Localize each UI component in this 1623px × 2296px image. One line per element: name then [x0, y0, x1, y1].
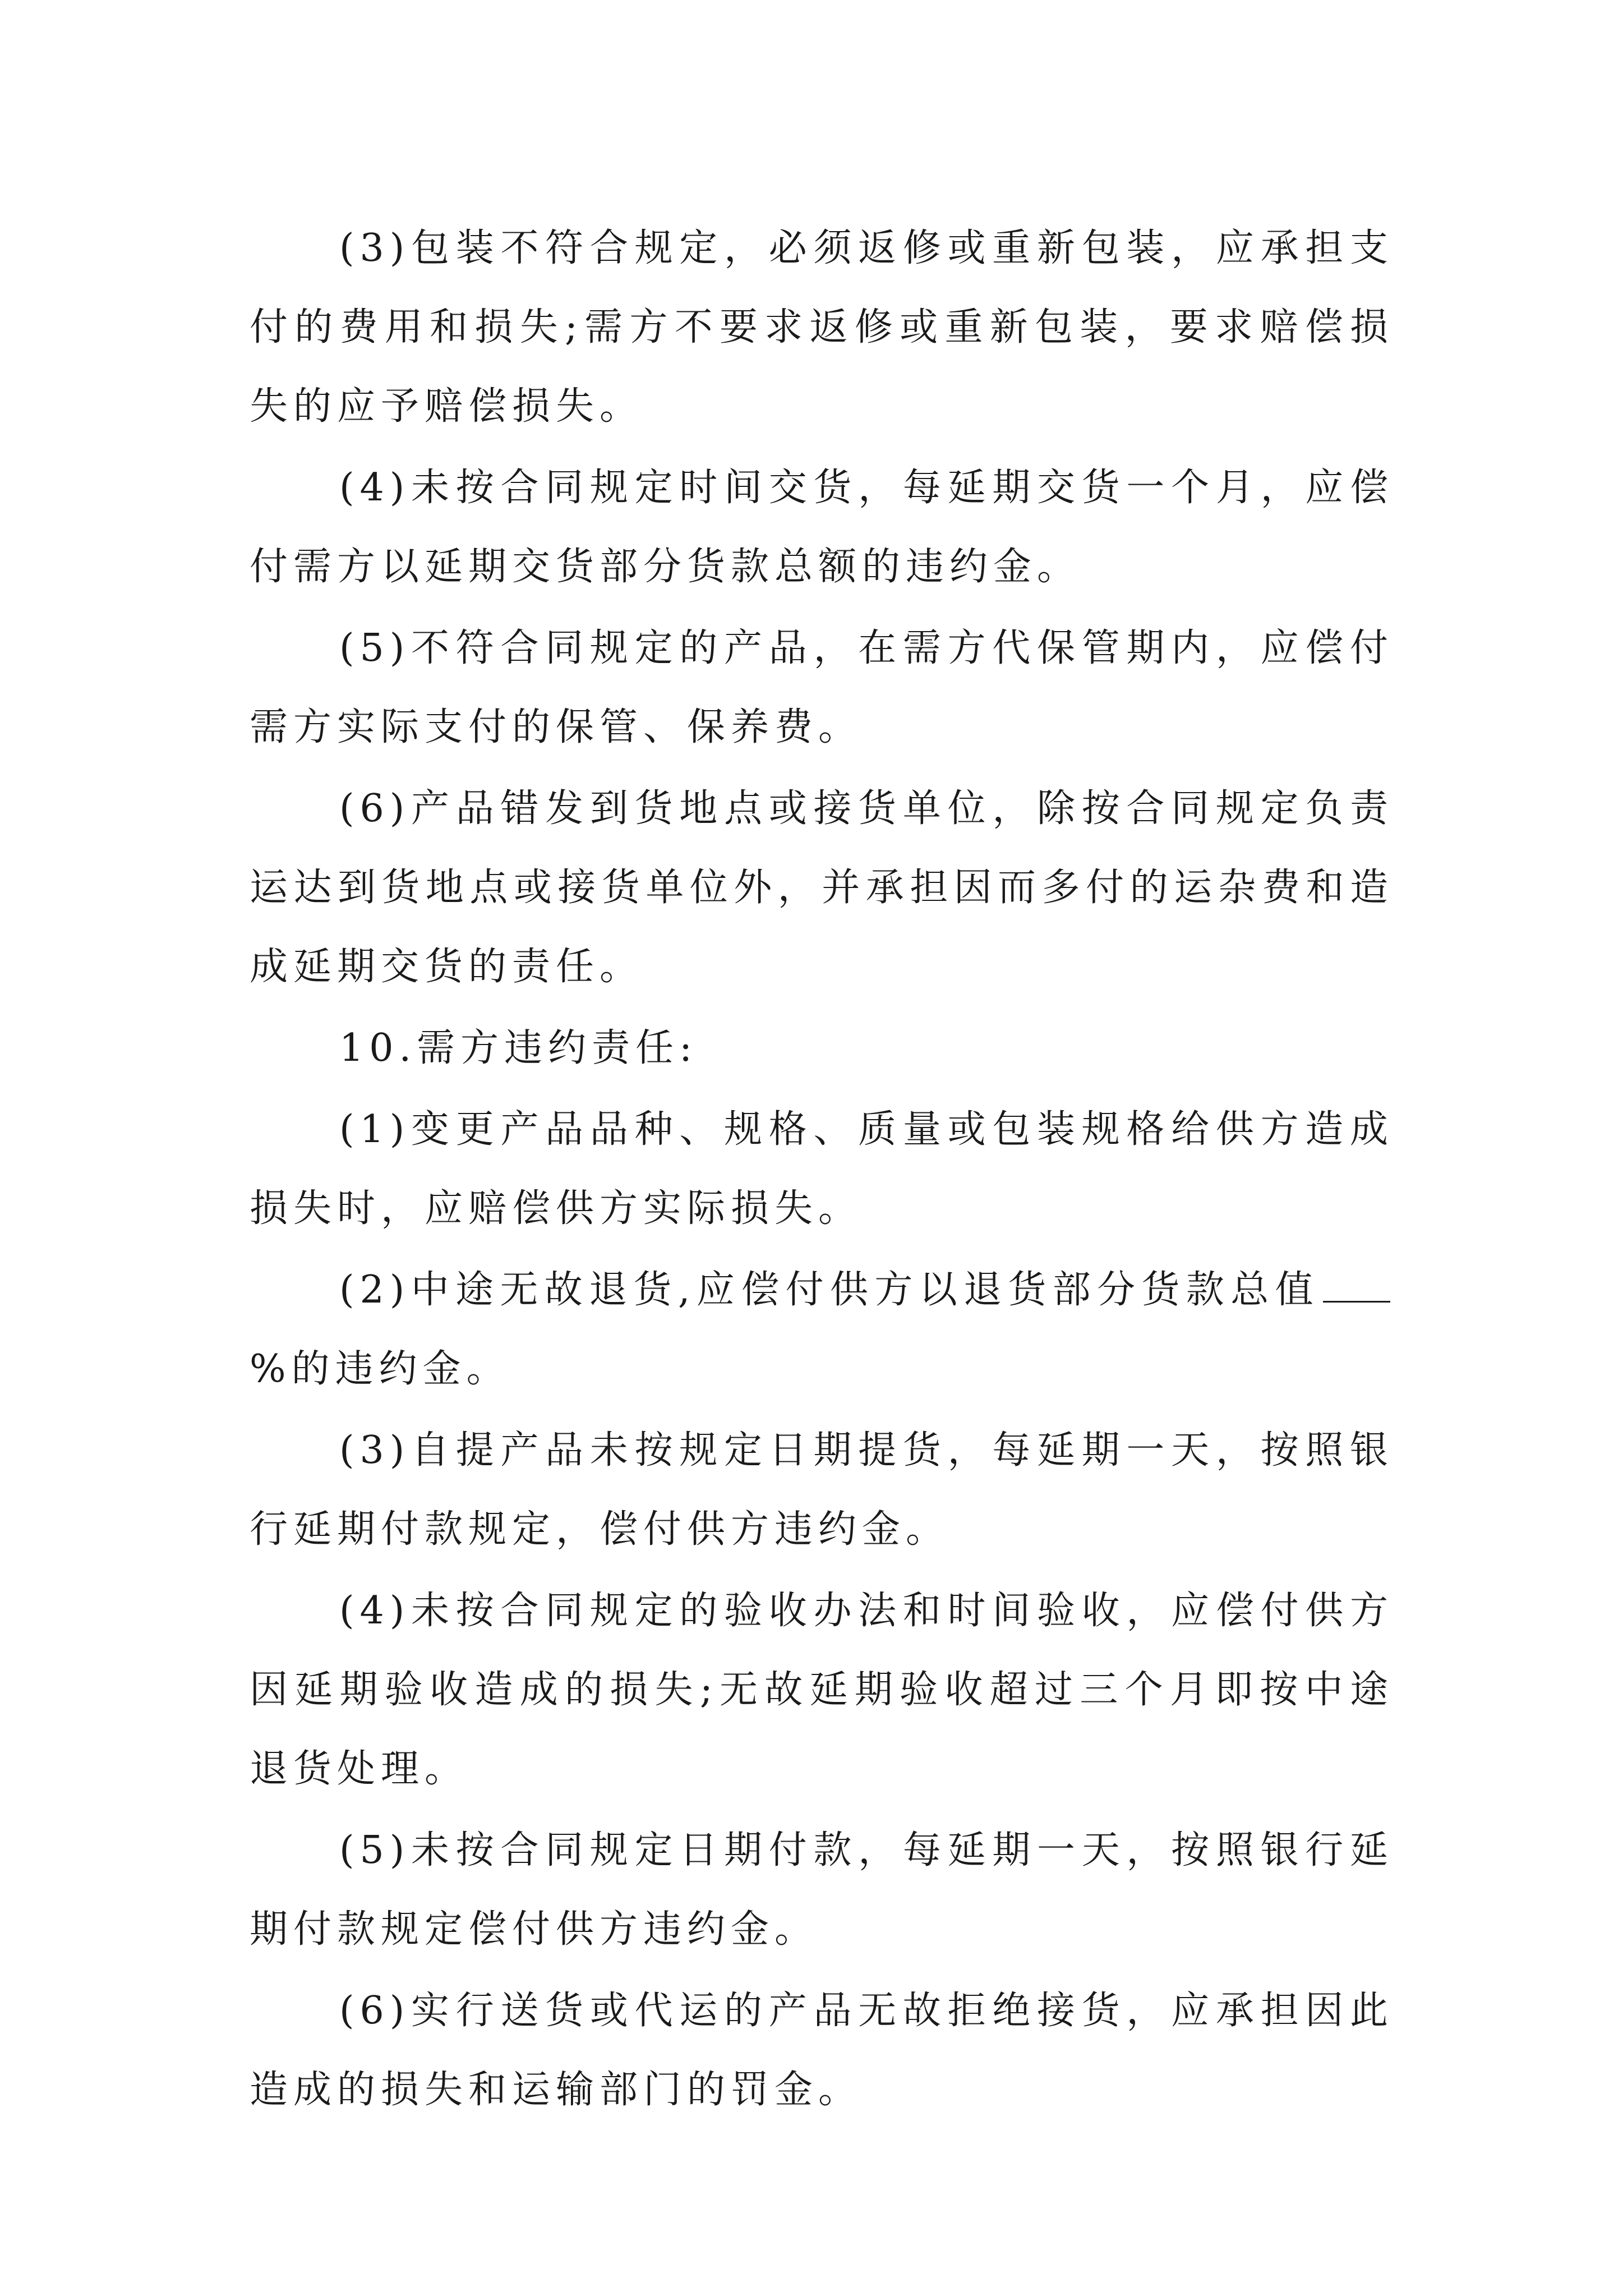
paragraph-buyer-2 — [250, 1250, 1394, 1409]
paragraph-buyer-6: (6)实行送货或代运的产品无故拒绝接货，应承担因此造成的损失和运输部门的罚金。 — [250, 1989, 1394, 2112]
paragraph-buyer-5: (5)未按合同规定日期付款，每延期一天，按照银行延期付款规定偿付供方违约金。 — [250, 1828, 1394, 1952]
paragraph-buyer-1: (1)变更产品品种、规格、质量或包装规格给供方造成损失时，应赔偿供方实际损失。 — [250, 1107, 1394, 1231]
paragraph-supplier-4: (4)未按合同规定时间交货，每延期交货一个月，应偿付需方以延期交货部分货款总额的违约金。 — [250, 466, 1394, 589]
paragraph-buyer-4: (4)未按合同规定的验收办法和时间验收，应偿付供方因延期验收造成的损失;无故延期验收超过三个月即按中途退货处理。 — [250, 1589, 1394, 1791]
paragraph-buyer-2-after: %的违约金。 — [250, 1347, 510, 1391]
fill-in-blank — [1323, 1267, 1390, 1303]
paragraph-buyer-3: (3)自提产品未按规定日期提货，每延期一天，按照银行延期付款规定，偿付供方违约金。 — [250, 1428, 1394, 1552]
document-body — [250, 209, 1394, 2132]
paragraph-buyer-2-before: (2)中途无故退货,应偿付供方以退货部分货款总值 — [339, 1268, 1320, 1312]
paragraph-supplier-3: (3)包装不符合规定，必须返修或重新包装，应承担支付的费用和损失;需方不要求返修或重新包装，要求赔偿损失的应予赔偿损失。 — [250, 226, 1394, 429]
paragraph-supplier-5: (5)不符合同规定的产品，在需方代保管期内，应偿付需方实际支付的保管、保养费。 — [250, 626, 1394, 749]
section-heading-buyer-liability: 10.需方违约责任: — [339, 1026, 698, 1070]
paragraph-supplier-6: (6)产品错发到货地点或接货单位，除按合同规定负责运达到货地点或接货单位外，并承担因而多付的运杂费和造成延期交货的责任。 — [250, 786, 1394, 989]
